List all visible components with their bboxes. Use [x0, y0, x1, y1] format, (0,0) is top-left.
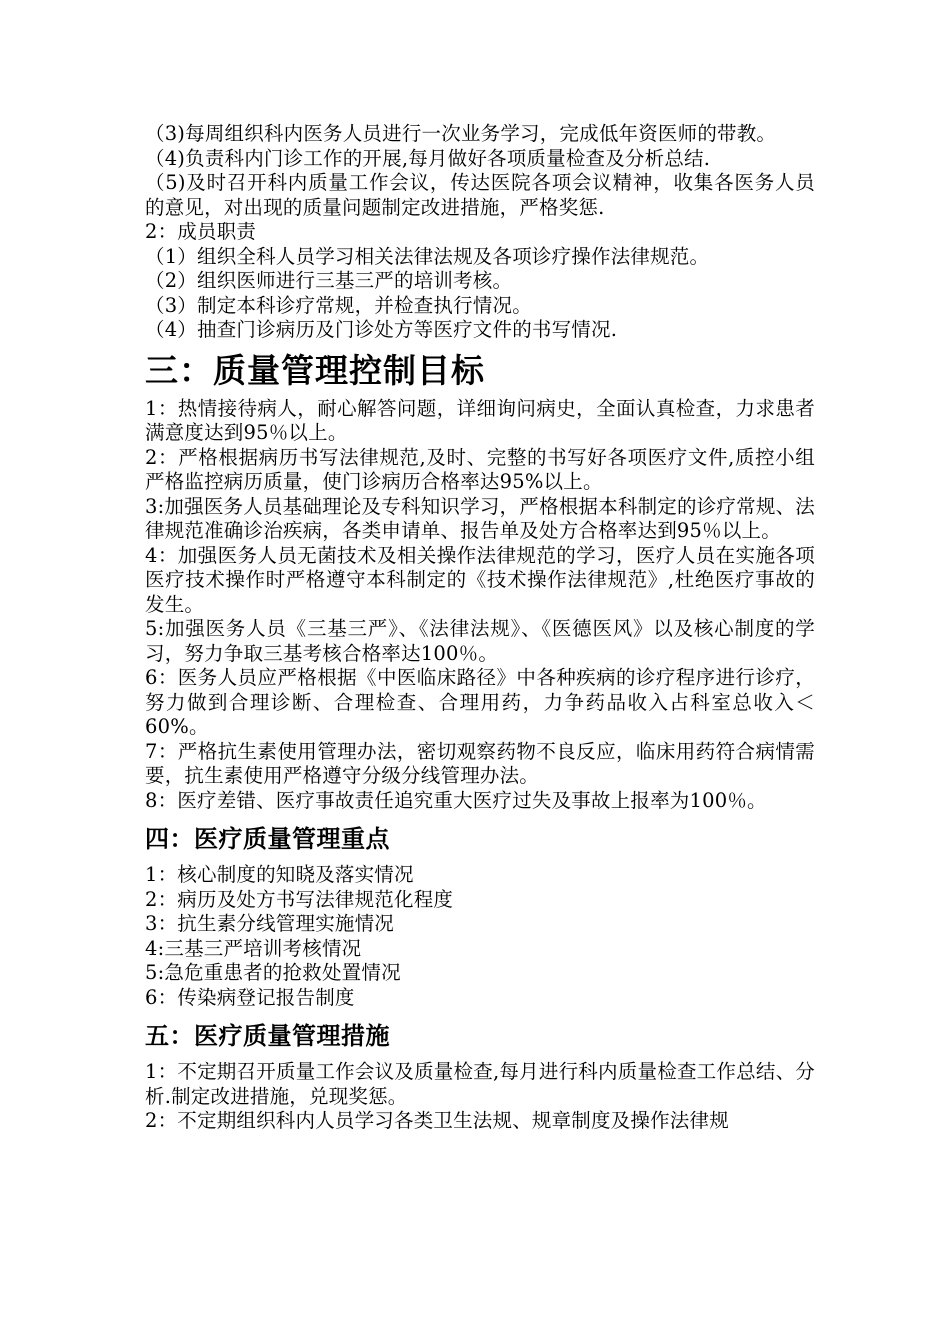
section2-continued — [145, 122, 815, 343]
paragraph: 2：不定期组织科内人员学习各类卫生法规、规章制度及操作法律规 — [145, 1109, 729, 1132]
paragraph: 7：严格抗生素使用管理办法，密切观察药物不良反应，临床用药符合病情需要，抗生素使用严格遵守分级分线管理办法。 — [145, 739, 815, 787]
paragraph: （1）组织全科人员学习相关法律法规及各项诊疗操作法律规范。 — [145, 244, 710, 268]
paragraph: 2：严格根据病历书写法律规范,及时、完整的书写好各项医疗文件,质控小组严格监控病历质量，使门诊病历合格率达95%以上。 — [145, 445, 815, 493]
section5 — [145, 1020, 815, 1134]
list-item: 3：抗生素分线管理实施情况 — [145, 912, 395, 935]
list-item: 5:急危重患者的抢救处置情况 — [145, 961, 401, 984]
paragraph: （3)每周组织科内医务人员进行一次业务学习，完成低年资医师的带教。 — [145, 122, 777, 145]
paragraph: 1：不定期召开质量工作会议及质量检查,每月进行科内质量检查工作总结、分析.制定改进措施，兑现奖惩。 — [145, 1060, 815, 1108]
paragraph: 1：热情接待病人，耐心解答问题，详细询问病史，全面认真检查，力求患者满意度达到95％以上。 — [145, 396, 815, 444]
list-item: 4:三基三严培训考核情况 — [145, 936, 362, 960]
section-heading: 五：医疗质量管理措施 — [145, 1022, 390, 1050]
paragraph: （2）组织医师进行三基三严的培训考核。 — [145, 269, 513, 292]
paragraph: （4)负责科内门诊工作的开展,每月做好各项质量检查及分析总结. — [145, 146, 711, 170]
list-item: 2：病历及处方书写法律规范化程度 — [145, 887, 454, 911]
section-heading: 四：医疗质量管理重点 — [145, 825, 390, 853]
list-item: 6：传染病登记报告制度 — [145, 985, 355, 1009]
paragraph: （3）制定本科诊疗常规，并检查执行情况。 — [145, 293, 532, 317]
paragraph: 3:加强医务人员基础理论及专科知识学习，严格根据本科制定的诊疗常规、法律规范准确诊治疾病，各类申请单、报告单及处方合格率达到95％以上。 — [145, 494, 815, 542]
document-page — [145, 122, 815, 1134]
paragraph: （5)及时召开科内质量工作会议，传达医院各项会议精神，收集各医务人员的意见，对出现的质量问题制定改进措施，严格奖惩. — [145, 171, 815, 219]
paragraph: 5:加强医务人员《三基三严》、《法律法规》、《医德医风》以及核心制度的学习，努力争取三基考核合格率达100％。 — [145, 617, 815, 665]
paragraph: 2：成员职责 — [145, 220, 257, 243]
paragraph: 8：医疗差错、医疗事故责任追究重大医疗过失及事故上报率为100％。 — [145, 788, 767, 812]
section-heading: 三：质量管理控制目标 — [145, 350, 485, 390]
list-item: 1：核心制度的知晓及落实情况 — [145, 863, 414, 886]
paragraph: 4：加强医务人员无菌技术及相关操作法律规范的学习，医疗人员在实施各项医疗技术操作时严格遵守本科制定的《技术操作法律规范》,杜绝医疗事故的发生。 — [145, 543, 815, 616]
paragraph: （4）抽查门诊病历及门诊处方等医疗文件的书写情况. — [145, 318, 618, 341]
section4 — [145, 823, 815, 1010]
section3 — [145, 351, 815, 814]
paragraph: 6：医务人员应严格根据《中医临床路径》中各种疾病的诊疗程序进行诊疗，努力做到合理诊断、合理检查、合理用药，力争药品收入占科室总收入＜60%。 — [145, 666, 815, 738]
